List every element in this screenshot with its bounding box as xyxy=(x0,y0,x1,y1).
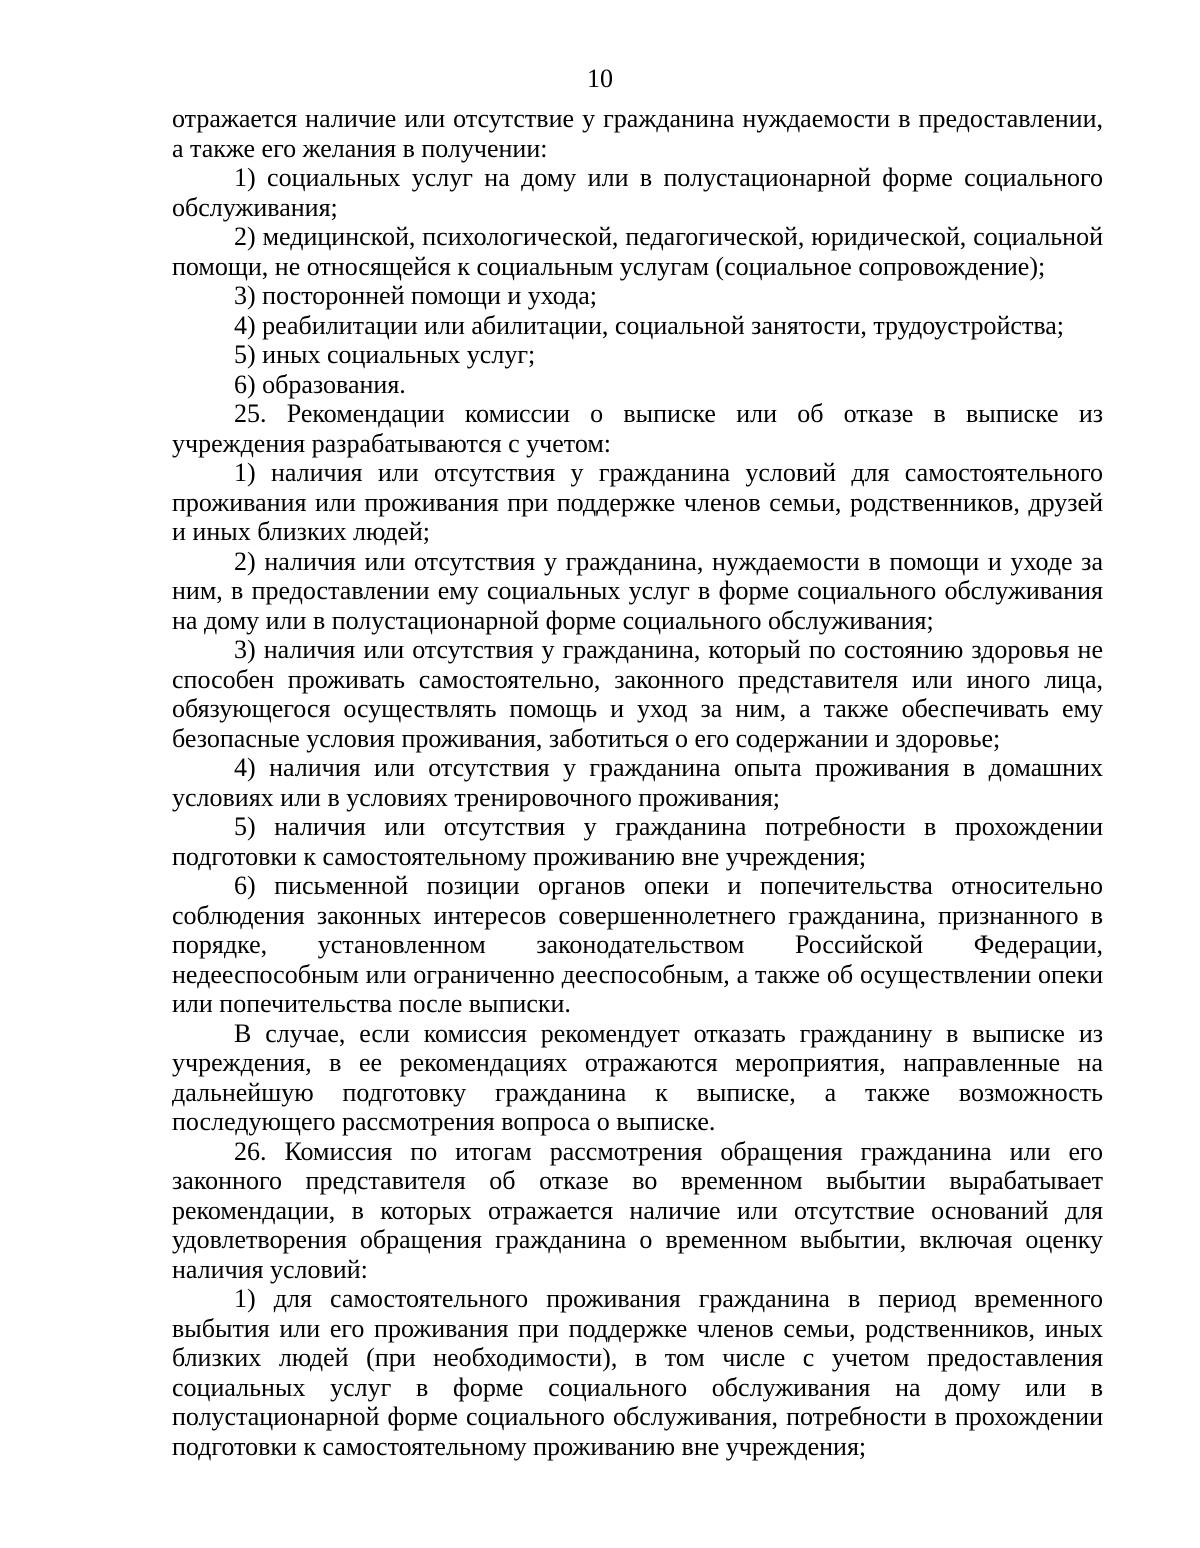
page-number: 10 xyxy=(587,64,613,93)
paragraph: 4) реабилитации или абилитации, социальной занятости, трудоустройства; xyxy=(234,310,1065,340)
paragraph: 6) письменной позиции органов опеки и попечительства относительно соблюдения законных интересов совершеннолетнего гражданина, признанного в порядке, установленном законодательством Российской Федерации, недееспособным или ограниченно дееспособным, а также об осуществлении опеки или попечительства после выписки. xyxy=(172,871,1103,1018)
paragraph: 1) наличия или отсутствия у гражданина условий для самостоятельного проживания или проживания при поддержке членов семьи, родственников, друзей и иных близких людей; xyxy=(172,458,1103,546)
paragraph: 3) наличия или отсутствия у гражданина, который по состоянию здоровья не способен проживать самостоятельно, законного представителя или иного лица, обязующегося осуществлять помощь и уход за ним, а также обеспечивать ему безопасные условия проживания, заботиться о его содержании и здоровье; xyxy=(172,635,1103,753)
paragraph: 3) посторонней помощи и ухода; xyxy=(234,281,598,310)
paragraph: 26. Комиссия по итогам рассмотрения обращения гражданина или его законного представителя об отказе во временном выбытии вырабатывает рекомендации, в которых отражается наличие или отсутствие оснований для удовлетворения обращения гражданина о временном выбытии, включая оценку наличия условий: xyxy=(172,1136,1103,1284)
paragraph: 5) иных социальных услуг; xyxy=(234,340,536,369)
paragraph: 4) наличия или отсутствия у гражданина опыта проживания в домашних условиях или в условиях тренировочного проживания; xyxy=(172,753,1103,812)
paragraph: В случае, если комиссия рекомендует отказать гражданину в выписке из учреждения, в ее рекомендациях отражаются мероприятия, направленные на дальнейшую подготовку гражданина к выписке, а также возможность последующего рассмотрения вопроса о выписке. xyxy=(172,1018,1103,1136)
paragraph: 6) образования. xyxy=(234,369,406,399)
paragraph: 5) наличия или отсутствия у гражданина потребности в прохождении подготовки к самостоятельному проживанию вне учреждения; xyxy=(172,812,1103,871)
paragraph: отражается наличие или отсутствие у гражданина нуждаемости в предоставлении, а также его желания в получении: xyxy=(172,104,1103,163)
paragraph: 2) наличия или отсутствия у гражданина, нуждаемости в помощи и уходе за ним, в предоставлении ему социальных услуг в форме социального обслуживания на дому или в полустационарной форме социального обслуживания; xyxy=(172,546,1103,635)
paragraph: 2) медицинской, психологической, педагогической, юридической, социальной помощи, не относящейся к социальным услугам (социальное сопровождение); xyxy=(172,222,1103,281)
document-body xyxy=(172,104,1103,1461)
paragraph: 1) для самостоятельного проживания гражданина в период временного выбытия или его проживания при поддержке членов семьи, родственников, иных близких людей (при необходимости), в том числе с учетом предоставления социальных услуг в форме социального обслуживания на дому или в полустационарной форме социального обслуживания, потребности в прохождении подготовки к самостоятельному проживанию вне учреждения; xyxy=(172,1284,1103,1461)
paragraph: 25. Рекомендации комиссии о выписке или об отказе в выписке из учреждения разрабатываются с учетом: xyxy=(172,399,1103,458)
paragraph: 1) социальных услуг на дому или в полустационарной форме социального обслуживания; xyxy=(172,163,1103,222)
